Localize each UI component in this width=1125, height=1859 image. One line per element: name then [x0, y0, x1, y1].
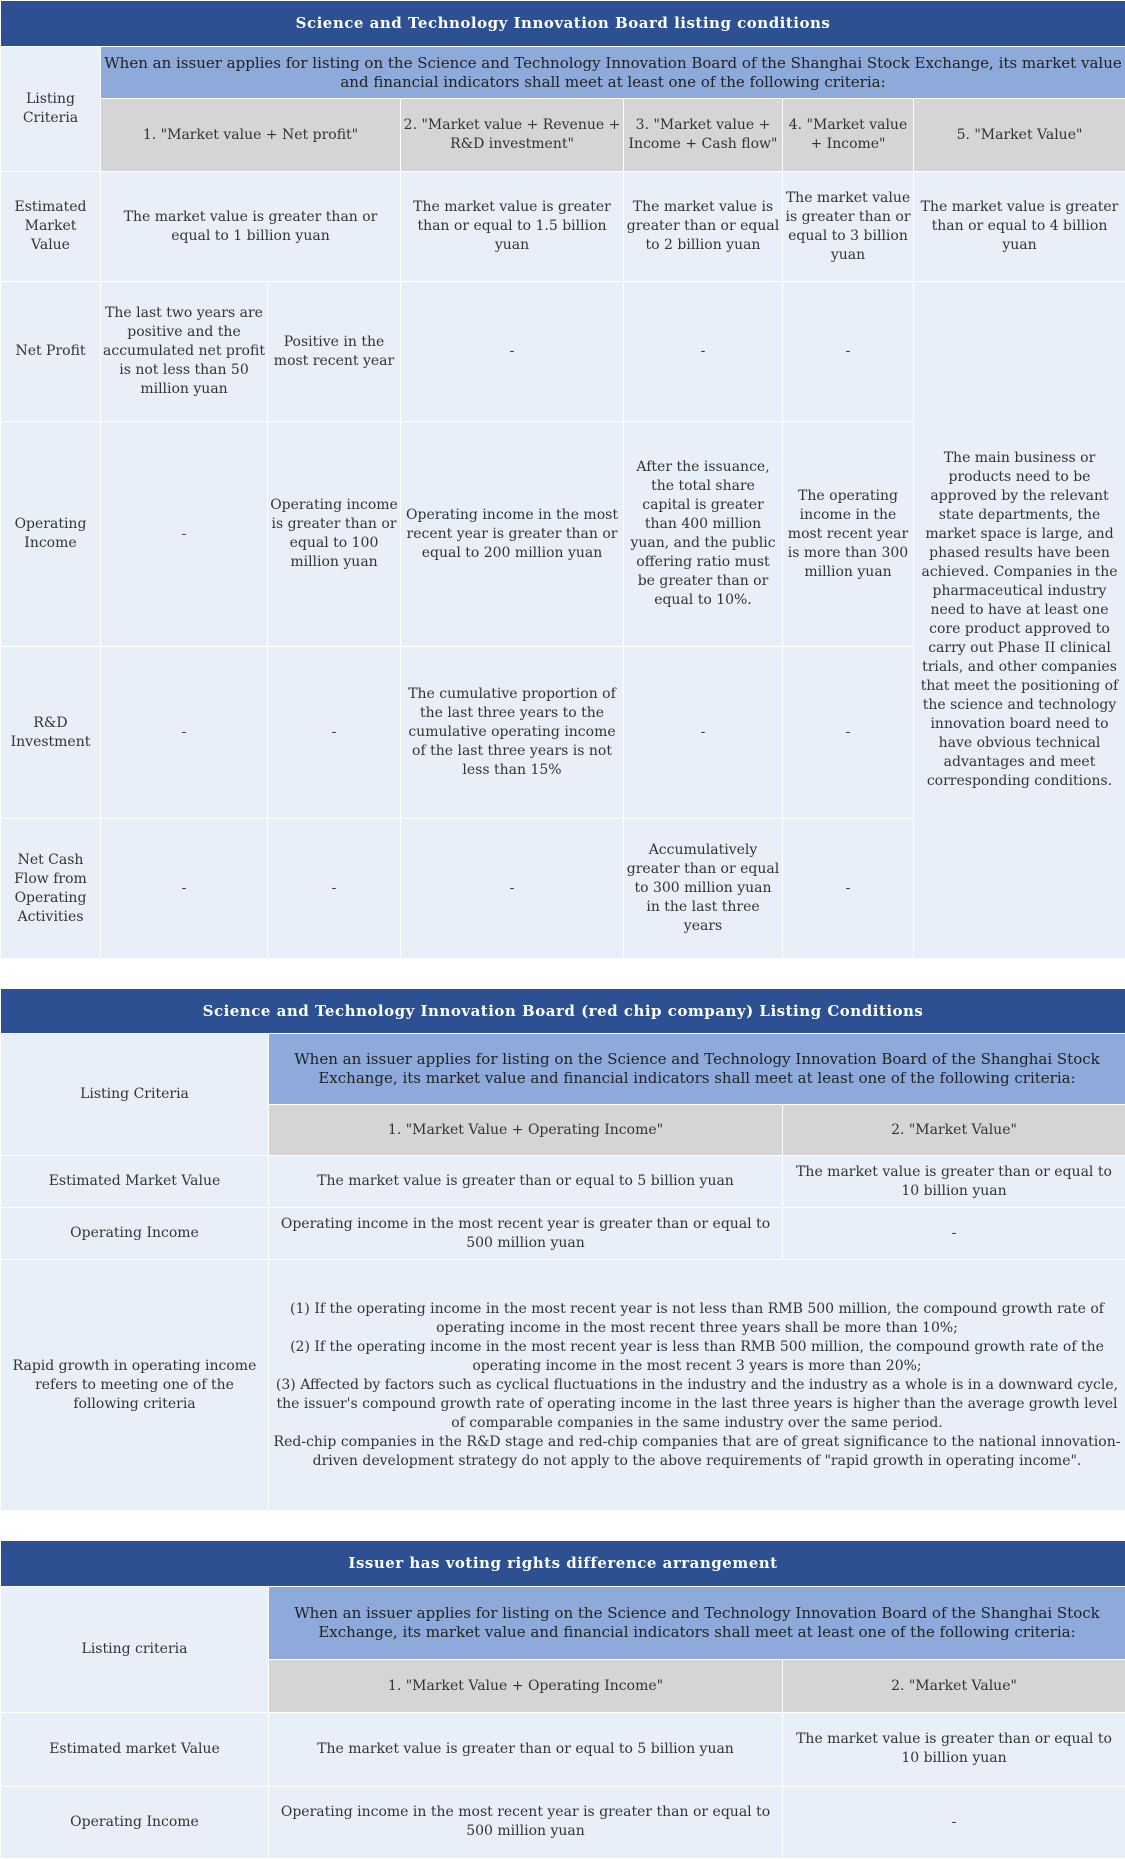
rd-c2: The cumulative proportion of the last three years to the cumulative operating income of the last three years is not less than 15%: [401, 647, 624, 819]
rapid-growth-criteria: [269, 1260, 1125, 1511]
listing-criteria-label: Listing Criteria: [1, 47, 101, 172]
cash-flow-c1b: -: [268, 819, 401, 959]
red-chip-operating-income-label: Operating Income: [1, 1208, 269, 1260]
cash-flow-c2: -: [401, 819, 624, 959]
voting-operating-income-label: Operating Income: [1, 1786, 269, 1858]
market-value-label: Estimated Market Value: [1, 172, 101, 282]
red-chip-criteria-intro: When an issuer applies for listing on the Science and Technology Innovation Board of the Shanghai Stock Exchange, its market value and financial indicators shall meet at least one of the following criteria:: [269, 1034, 1125, 1105]
net-profit-c3: -: [624, 282, 783, 422]
rd-c4: -: [783, 647, 914, 819]
net-profit-c1a: The last two years are positive and the accumulated net profit is not less than 50 million yuan: [101, 282, 268, 422]
net-profit-c1b: Positive in the most recent year: [268, 282, 401, 422]
red-chip-criterion-2: 2. "Market Value": [783, 1105, 1125, 1156]
rd-c1b: -: [268, 647, 401, 819]
rd-c1a: -: [101, 647, 268, 819]
operating-income-c2: Operating income in the most recent year is greater than or equal to 200 million yuan: [401, 422, 624, 647]
voting-listing-criteria-label: Listing criteria: [1, 1587, 269, 1713]
cash-flow-label: Net Cash Flow from Operating Activities: [1, 819, 101, 959]
criterion-5-header: 5. "Market Value": [914, 99, 1125, 172]
rapid-growth-label: Rapid growth in operating income refers to meeting one of the following criteria: [1, 1260, 269, 1511]
market-value-c3: The market value is greater than or equal to 2 billion yuan: [624, 172, 783, 282]
criterion-1-header: 1. "Market value + Net profit": [101, 99, 401, 172]
operating-income-c1a: -: [101, 422, 268, 647]
operating-income-c1b: Operating income is greater than or equal to 100 million yuan: [268, 422, 401, 647]
market-value-note: The main business or products need to be approved by the relevant state departments, the market space is large, and phased results have been achieved. Companies in the pharmaceutical industry need to have at least one core product approved to carry out Phase II clinical trials, and other companies that meet the positioning of the science and technology innovation board need to have obvious technical advantages and meet corresponding conditions.: [914, 282, 1125, 959]
criteria-intro: When an issuer applies for listing on the Science and Technology Innovation Board of the Shanghai Stock Exchange, its market value and financial indicators shall meet at least one of the following criteria:: [101, 47, 1125, 99]
rapid-growth-line-2: (2) If the operating income in the most recent year is less than RMB 500 million, the compound growth rate of the operating income in the most recent 3 years is more than 20%;: [290, 1338, 1104, 1374]
red-chip-criterion-1: 1. "Market Value + Operating Income": [269, 1105, 783, 1156]
market-value-c4: The market value is greater than or equal to 3 billion yuan: [783, 172, 914, 282]
rd-c3: -: [624, 647, 783, 819]
net-profit-c2: -: [401, 282, 624, 422]
market-value-c2: The market value is greater than or equal to 1.5 billion yuan: [401, 172, 624, 282]
red-chip-market-value-label: Estimated Market Value: [1, 1156, 269, 1208]
table1-title: Science and Technology Innovation Board listing conditions: [1, 1, 1125, 47]
voting-market-value-label: Estimated market Value: [1, 1712, 269, 1786]
criterion-4-header: 4. "Market value + Income": [783, 99, 914, 172]
red-chip-operating-income-c1: Operating income in the most recent year is greater than or equal to 500 million yuan: [269, 1208, 783, 1260]
red-chip-market-value-c1: The market value is greater than or equal to 5 billion yuan: [269, 1156, 783, 1208]
voting-criterion-1: 1. "Market Value + Operating Income": [269, 1660, 783, 1712]
net-profit-label: Net Profit: [1, 282, 101, 422]
cash-flow-c3: Accumulatively greater than or equal to 300 million yuan in the last three years: [624, 819, 783, 959]
voting-market-value-c1: The market value is greater than or equal to 5 billion yuan: [269, 1712, 783, 1786]
criterion-3-header: 3. "Market value + Income + Cash flow": [624, 99, 783, 172]
cash-flow-c4: -: [783, 819, 914, 959]
table3-title: Issuer has voting rights difference arrangement: [1, 1541, 1125, 1587]
market-value-c5: The market value is greater than or equal to 4 billion yuan: [914, 172, 1125, 282]
criterion-2-header: 2. "Market value + Revenue + R&D investment": [401, 99, 624, 172]
operating-income-c4: The operating income in the most recent year is more than 300 million yuan: [783, 422, 914, 647]
rapid-growth-line-4: Red-chip companies in the R&D stage and red-chip companies that are of great significance to the national innovation-driven development strategy do not apply to the above requirements of "rapid growth in operating income".: [273, 1433, 1121, 1469]
cash-flow-c1a: -: [101, 819, 268, 959]
red-chip-listing-criteria-label: Listing Criteria: [1, 1034, 269, 1156]
red-chip-market-value-c2: The market value is greater than or equal to 10 billion yuan: [783, 1156, 1125, 1208]
red-chip-listing-table: [0, 988, 1125, 1511]
voting-operating-income-c2: -: [783, 1786, 1125, 1858]
market-value-c1: The market value is greater than or equal to 1 billion yuan: [101, 172, 401, 282]
rapid-growth-line-1: (1) If the operating income in the most recent year is not less than RMB 500 million, the compound growth rate of operating income in the most recent three years shall be more than 10%;: [290, 1300, 1104, 1336]
voting-operating-income-c1: Operating income in the most recent year is greater than or equal to 500 million yuan: [269, 1786, 783, 1858]
voting-criterion-2: 2. "Market Value": [783, 1660, 1125, 1712]
voting-rights-table: [0, 1540, 1125, 1859]
net-profit-c4: -: [783, 282, 914, 422]
voting-market-value-c2: The market value is greater than or equal to 10 billion yuan: [783, 1712, 1125, 1786]
table2-title: Science and Technology Innovation Board (red chip company) Listing Conditions: [1, 989, 1125, 1034]
rapid-growth-line-3: (3) Affected by factors such as cyclical fluctuations in the industry and the industry as a whole is in a downward cycle, the issuer's compound growth rate of operating income in the last three years is higher than the average growth level of comparable companies in the same industry over the same period.: [275, 1376, 1119, 1431]
operating-income-label: Operating Income: [1, 422, 101, 647]
voting-criteria-intro: When an issuer applies for listing on the Science and Technology Innovation Board of the Shanghai Stock Exchange, its market value and financial indicators shall meet at least one of the following criteria:: [269, 1587, 1125, 1660]
operating-income-c3: After the issuance, the total share capital is greater than 400 million yuan, and the public offering ratio must be greater than or equal to 10%.: [624, 422, 783, 647]
rd-investment-label: R&D Investment: [1, 647, 101, 819]
red-chip-operating-income-c2: -: [783, 1208, 1125, 1260]
